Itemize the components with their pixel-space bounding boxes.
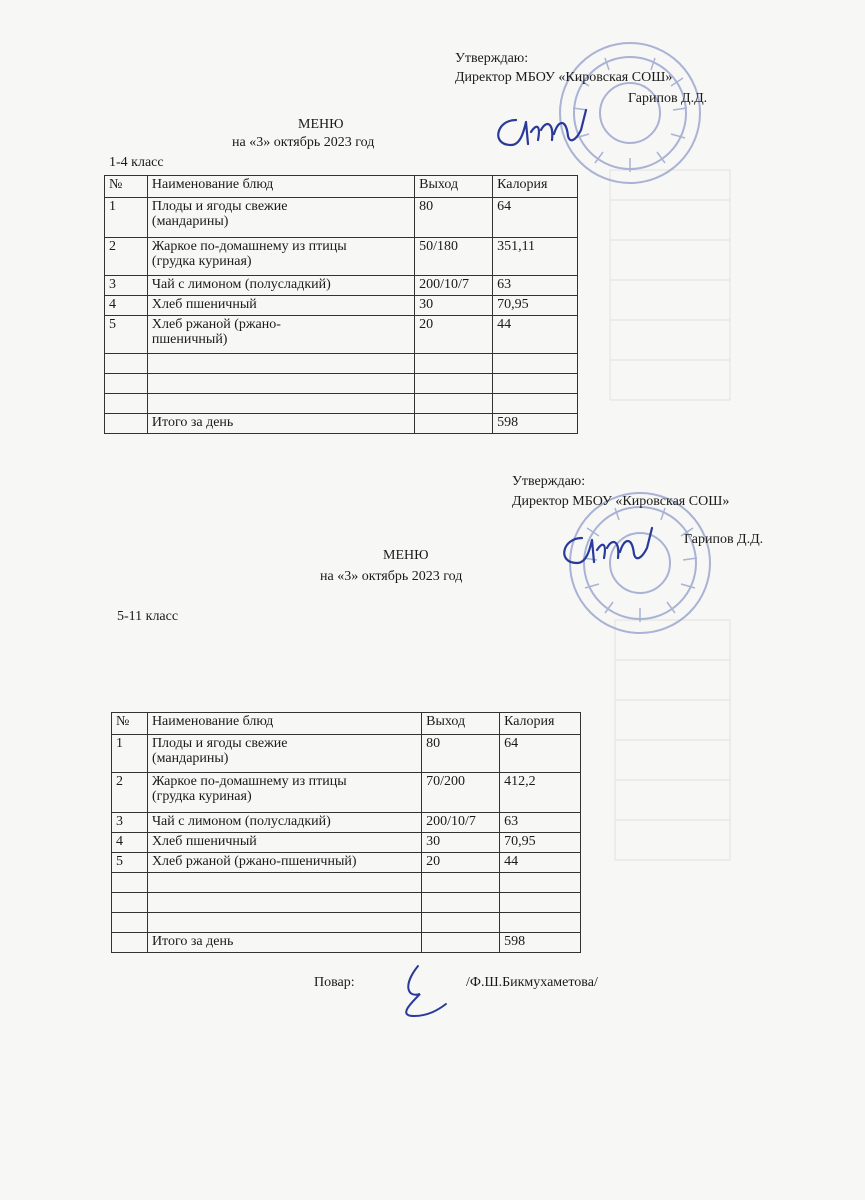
portion: 20: [415, 316, 493, 354]
row-number: 5: [112, 853, 148, 873]
header-cell: Наименование блюд: [147, 176, 414, 198]
row-number: 3: [112, 813, 148, 833]
calories: 64: [500, 735, 581, 773]
portion: 200/10/7: [415, 276, 493, 296]
portion: 80: [422, 735, 500, 773]
calories: 63: [493, 276, 578, 296]
dish-name: Жаркое по-домашнему из птицы (грудка куриная): [147, 773, 421, 813]
row-number: 2: [105, 238, 148, 276]
table-header: [112, 713, 581, 735]
portion: 30: [415, 296, 493, 316]
header-cell: Выход: [415, 176, 493, 198]
table-row: [105, 276, 578, 296]
total-value: 598: [500, 933, 581, 953]
menu-title: МЕНЮ: [298, 117, 344, 132]
menu-table-1: [104, 175, 578, 434]
calories: 44: [493, 316, 578, 354]
table-header: [105, 176, 578, 198]
director-title: Директор МБОУ «Кировская СОШ»: [455, 70, 673, 85]
dish-name: Плоды и ягоды свежие (мандарины): [147, 198, 414, 238]
calories: 70,95: [493, 296, 578, 316]
table-row: [112, 773, 581, 813]
director-title: Директор МБОУ «Кировская СОШ»: [512, 494, 730, 509]
row-number: 2: [112, 773, 148, 813]
table-row: [112, 833, 581, 853]
table-row: [105, 198, 578, 238]
director-name: Гарипов Д.Д.: [684, 532, 764, 547]
dish-name: Хлеб пшеничный: [147, 296, 414, 316]
header-cell: Калория: [500, 713, 581, 735]
dish-name: Жаркое по-домашнему из птицы (грудка куриная): [147, 238, 414, 276]
row-number: 1: [105, 198, 148, 238]
cook-name: /Ф.Ш.Бикмухаметова/: [466, 975, 598, 990]
menu-date: на «3» октябрь 2023 год: [232, 135, 375, 150]
empty-row: [112, 873, 581, 893]
table-row: [112, 813, 581, 833]
cook-label: Повар:: [314, 975, 355, 990]
dish-name: Хлеб пшеничный: [147, 833, 421, 853]
calories: 63: [500, 813, 581, 833]
dish-name: Чай с лимоном (полусладкий): [147, 813, 421, 833]
portion: 20: [422, 853, 500, 873]
approve-label: Утверждаю:: [455, 51, 529, 66]
total-value: 598: [493, 414, 578, 434]
row-number: 3: [105, 276, 148, 296]
row-number: 1: [112, 735, 148, 773]
empty-row: [105, 374, 578, 394]
dish-name: Чай с лимоном (полусладкий): [147, 276, 414, 296]
portion: 80: [415, 198, 493, 238]
class-label: 1-4 класс: [109, 155, 164, 170]
calories: 64: [493, 198, 578, 238]
total-label: Итого за день: [147, 414, 414, 434]
empty-row: [105, 394, 578, 414]
total-row: [112, 933, 581, 953]
menu-date: на «3» октябрь 2023 год: [320, 569, 463, 584]
table-row: [105, 238, 578, 276]
director-signature: [552, 518, 672, 578]
calories: 70,95: [500, 833, 581, 853]
calories: 351,11: [493, 238, 578, 276]
director-name: Гарипов Д.Д.: [628, 91, 708, 106]
empty-row: [105, 354, 578, 374]
empty-row: [112, 913, 581, 933]
header-cell: №: [112, 713, 148, 735]
empty-row: [112, 893, 581, 913]
total-row: [105, 414, 578, 434]
dish-name: Плоды и ягоды свежие (мандарины): [147, 735, 421, 773]
calories: 412,2: [500, 773, 581, 813]
dish-name: Хлеб ржаной (ржано-пшеничный): [147, 853, 421, 873]
portion: 30: [422, 833, 500, 853]
menu-title: МЕНЮ: [383, 548, 429, 563]
header-cell: Наименование блюд: [147, 713, 421, 735]
table-row: [105, 316, 578, 354]
cook-signature: [380, 958, 460, 1028]
total-label: Итого за день: [147, 933, 421, 953]
table-row: [112, 853, 581, 873]
director-signature: [486, 100, 606, 160]
portion: 50/180: [415, 238, 493, 276]
table-row: [112, 735, 581, 773]
row-number: 5: [105, 316, 148, 354]
portion: 70/200: [422, 773, 500, 813]
dish-name: Хлеб ржаной (ржано- пшеничный): [147, 316, 414, 354]
row-number: 4: [105, 296, 148, 316]
approve-label: Утверждаю:: [512, 474, 586, 489]
header-cell: Калория: [493, 176, 578, 198]
table-row: [105, 296, 578, 316]
portion: 200/10/7: [422, 813, 500, 833]
calories: 44: [500, 853, 581, 873]
class-label: 5-11 класс: [117, 609, 179, 624]
header-cell: №: [105, 176, 148, 198]
header-cell: Выход: [422, 713, 500, 735]
row-number: 4: [112, 833, 148, 853]
menu-table-2: [111, 712, 581, 953]
